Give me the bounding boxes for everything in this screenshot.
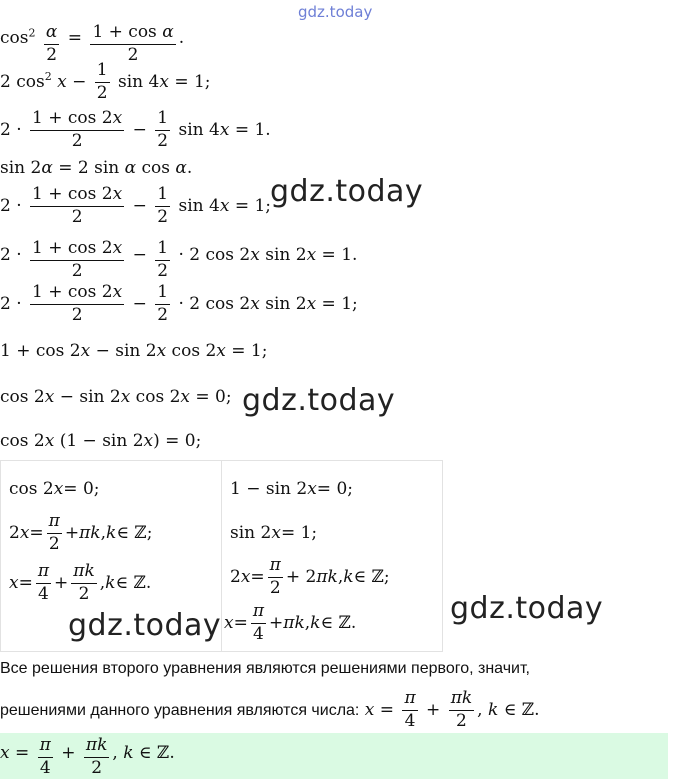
case-right bbox=[222, 461, 443, 652]
case-right-line-4: x = $\frac{\pi}{4}$ + πk , k ∈ ℤ. bbox=[224, 600, 357, 644]
answer-box bbox=[0, 733, 668, 779]
equation-step-1: 2 · $\frac{1 + \cos 2x}{2}$ − $\frac{1}{2}$ sin 4x = 1. bbox=[0, 108, 271, 151]
equation-factored: cos 2x (1 − sin 2x) = 0; bbox=[0, 431, 202, 451]
answer-formula: x = $\frac{\pi}{4}$ + $\frac{\pi k}{2}$ , k ∈ ℤ. bbox=[0, 735, 175, 778]
equation-step-5: 1 + cos 2x − sin 2x cos 2x = 1; bbox=[0, 341, 268, 361]
equation-step-2: 2 · $\frac{1 + \cos 2x}{2}$ − $\frac{1}{2}$ sin 4x = 1; bbox=[0, 184, 272, 227]
conclusion-formula: x = $\frac{\pi}{4}$ + $\frac{\pi k}{2}$ , k ∈ ℤ. bbox=[364, 688, 540, 731]
case-left-line-3: x = $\frac{\pi}{4}$ + $\frac{\pi k}{2}$ , k ∈ ℤ. bbox=[9, 560, 152, 604]
equation-step-6: cos 2x − sin 2x cos 2x = 0; bbox=[0, 387, 232, 407]
case-left-line-2: 2 x = $\frac{\pi}{2}$ + πk , k ∈ ℤ; bbox=[9, 510, 153, 554]
watermark-overlay-4: gdz.today bbox=[68, 608, 222, 643]
case-right-line-2: sin 2 x = 1; bbox=[230, 522, 318, 543]
equation-original: 2 $\cos^2 x$ − $\frac{1}{2}$ sin 4x = 1; bbox=[0, 60, 211, 103]
formula-double-angle: sin 2α = 2 sin α cos α. bbox=[0, 158, 193, 178]
equation-step-4: 2 · $\frac{1 + \cos 2x}{2}$ − $\frac{1}{2}$ · 2 cos 2x sin 2x = 1; bbox=[0, 282, 358, 325]
equation-step-3: 2 · $\frac{1 + \cos 2x}{2}$ − $\frac{1}{2}$ · 2 cos 2x sin 2x = 1. bbox=[0, 238, 358, 281]
solution-cases-table bbox=[0, 460, 443, 652]
formula-half-angle: $\cos^2$ $\frac{\alpha}{2}$ = $\frac{\text{1 + cos α}}{2}$ . bbox=[0, 22, 185, 65]
case-right-line-3: 2 x = $\frac{\pi}{2}$ + 2 πk , k ∈ ℤ; bbox=[230, 554, 390, 598]
watermark-top: gdz.today bbox=[298, 3, 373, 21]
conclusion-line-1: Все решения второго уравнения являются решениями первого, значит, bbox=[0, 660, 530, 677]
case-right-line-1: 1 − sin 2 x = 0; bbox=[230, 478, 353, 499]
conclusion-line-2 bbox=[0, 690, 540, 731]
conclusion-line-2-text: решениями данного уравнения являются числа: bbox=[0, 701, 360, 719]
watermark-overlay-3: gdz.today bbox=[450, 591, 604, 626]
watermark-overlay-2: gdz.today bbox=[242, 383, 396, 418]
case-left-line-1: cos 2 x = 0; bbox=[9, 478, 100, 499]
watermark-overlay-1: gdz.today bbox=[270, 174, 424, 209]
